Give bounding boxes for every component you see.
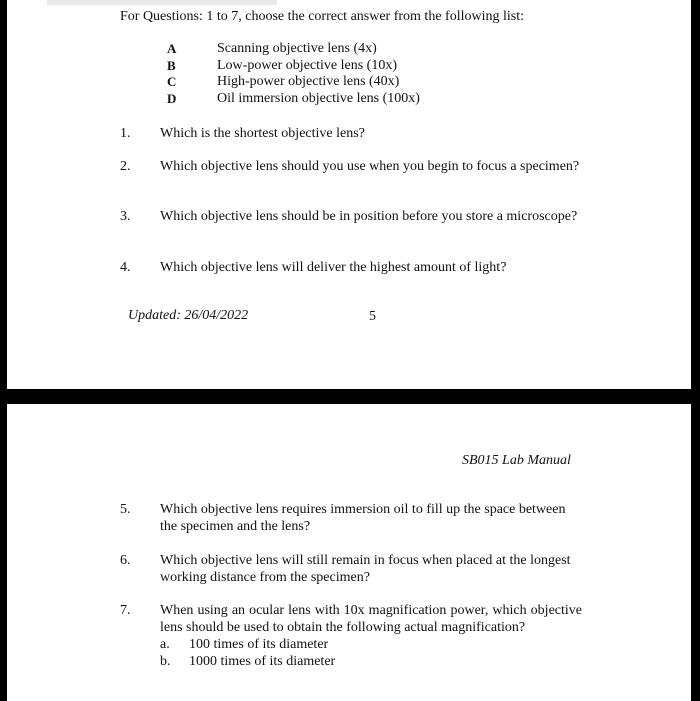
question-text: Which objective lens should be in position before you store a microscope? — [160, 209, 578, 224]
question-number: 5. — [120, 502, 131, 517]
option-row — [167, 58, 420, 75]
question-7 — [120, 602, 582, 670]
question-number: 3. — [120, 209, 131, 224]
updated-date: Updated: 26/04/2022 — [128, 308, 249, 323]
question-6 — [120, 552, 582, 586]
sub-question-text: 1000 times of its diameter — [189, 654, 336, 669]
question-text: Which is the shortest objective lens? — [160, 126, 365, 141]
option-text: Oil immersion objective lens (100x) — [217, 90, 420, 106]
question-body — [160, 602, 582, 670]
question-1 — [120, 125, 582, 142]
answer-options-list — [167, 41, 420, 107]
question-number: 6. — [120, 553, 131, 568]
option-row — [167, 74, 420, 91]
option-row — [167, 41, 420, 58]
question-number: 7. — [120, 603, 131, 618]
page-5 — [7, 0, 691, 389]
instructions-text: For Questions: 1 to 7, choose the correct answer from the following list: — [120, 9, 524, 24]
question-number: 1. — [120, 126, 131, 141]
sub-question-letter: a. — [160, 637, 170, 652]
question-text: Which objective lens requires immersion oil to fill up the space between the specimen and the lens? — [160, 502, 566, 534]
option-letter: A — [167, 41, 177, 56]
option-text: Low-power objective lens (10x) — [217, 57, 397, 73]
question-number: 2. — [120, 159, 131, 174]
option-text: Scanning objective lens (4x) — [217, 41, 377, 56]
option-letter: D — [167, 90, 177, 106]
question-text: Which objective lens will still remain in focus when placed at the longest working distance from the specimen? — [160, 553, 571, 585]
page-number: 5 — [369, 309, 376, 324]
question-text: When using an ocular lens with 10x magnification power, which objective lens should be used to obtain the following actual magnification? — [160, 603, 582, 635]
question-number: 4. — [120, 260, 131, 275]
question-5 — [120, 501, 582, 535]
option-row — [167, 91, 420, 108]
sub-question — [160, 636, 582, 653]
sub-question-list — [160, 636, 582, 670]
option-letter: B — [167, 57, 176, 73]
page-edge-shadow — [47, 0, 277, 5]
question-text: Which objective lens should you use when you begin to focus a specimen? — [160, 159, 580, 174]
question-text: Which objective lens will deliver the highest amount of light? — [160, 260, 507, 275]
question-3 — [120, 208, 582, 225]
question-4 — [120, 259, 582, 276]
option-letter: C — [167, 74, 177, 89]
option-text: High-power objective lens (40x) — [217, 74, 400, 89]
manual-title: SB015 Lab Manual — [462, 453, 571, 468]
page-6 — [7, 404, 691, 701]
sub-question-text: 100 times of its diameter — [189, 637, 329, 652]
question-2 — [120, 158, 582, 175]
sub-question — [160, 653, 582, 670]
sub-question-letter: b. — [160, 654, 171, 669]
